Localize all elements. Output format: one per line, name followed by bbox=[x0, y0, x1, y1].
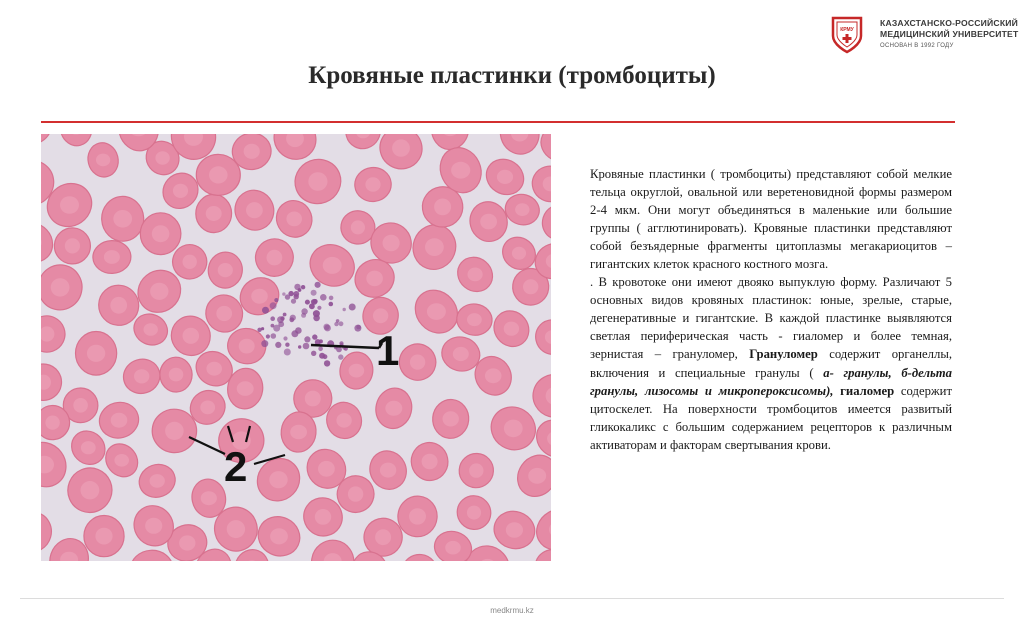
hyalomere-description: содержит цитоскелет. На поверхности тромбоцитов имеется развитый гликокаликс с большим содержанием рецепторов к различным активаторам и факторам свертывания крови. bbox=[590, 383, 953, 452]
granulomere-description: содержит органеллы, включения и специальные гранулы ( bbox=[590, 347, 953, 380]
label-1: 1 bbox=[376, 327, 400, 374]
logo-line-1: КАЗАХСТАНСКО-РОССИЙСКИЙ bbox=[880, 18, 1019, 28]
paragraph-intro: Кровяные пластинки ( тромбоциты) представляют собой мелкие тельца округлой, овальной или веретеновидной формы размером 2-4 мкм. Они могут объединяться в маленькие или большие группы ( агглютинировать). Кровяные пластинки представляют собой безъядерные фрагменты цитоплазмы мегакариоцитов – гигантских клеток красного костного мозга. bbox=[590, 167, 952, 272]
slide-title: Кровяные пластинки (тромбоциты) bbox=[308, 62, 716, 89]
logo-founded-line: ОСНОВАН В 1992 ГОДУ bbox=[880, 43, 954, 49]
footer-site: medkrmu.kz bbox=[490, 606, 534, 615]
paragraph-bloodstream: . В кровотоке они имеют двояко выпуклую форму. Различают 5 основных видов кровяных пластинок: юные, зрелые, старые, дегенеративные и гигантские. В каждой пластинке выявляются светлая периферическая часть - гиаломер и более темная, зернистая – грануломер, bbox=[590, 275, 952, 362]
university-logo bbox=[830, 16, 1019, 56]
emblem-text: КРМУ bbox=[840, 27, 854, 33]
logo-line-2: МЕДИЦИНСКИЙ УНИВЕРСИТЕТ bbox=[880, 29, 1019, 39]
title-divider bbox=[41, 121, 955, 123]
label-2: 2 bbox=[224, 443, 248, 490]
term-granulomere: Грануломер bbox=[749, 347, 818, 362]
granule-types: а- гранулы, б-дельта гранулы, лизосомы и микропероксисомы), bbox=[590, 365, 953, 398]
blood-smear-image bbox=[41, 134, 551, 561]
description-text bbox=[590, 165, 952, 454]
blood-smear-micrograph bbox=[41, 134, 551, 561]
shield-emblem-icon bbox=[830, 16, 864, 54]
term-hyalomere: гиаломер bbox=[840, 383, 895, 398]
footer-divider bbox=[20, 598, 1004, 599]
